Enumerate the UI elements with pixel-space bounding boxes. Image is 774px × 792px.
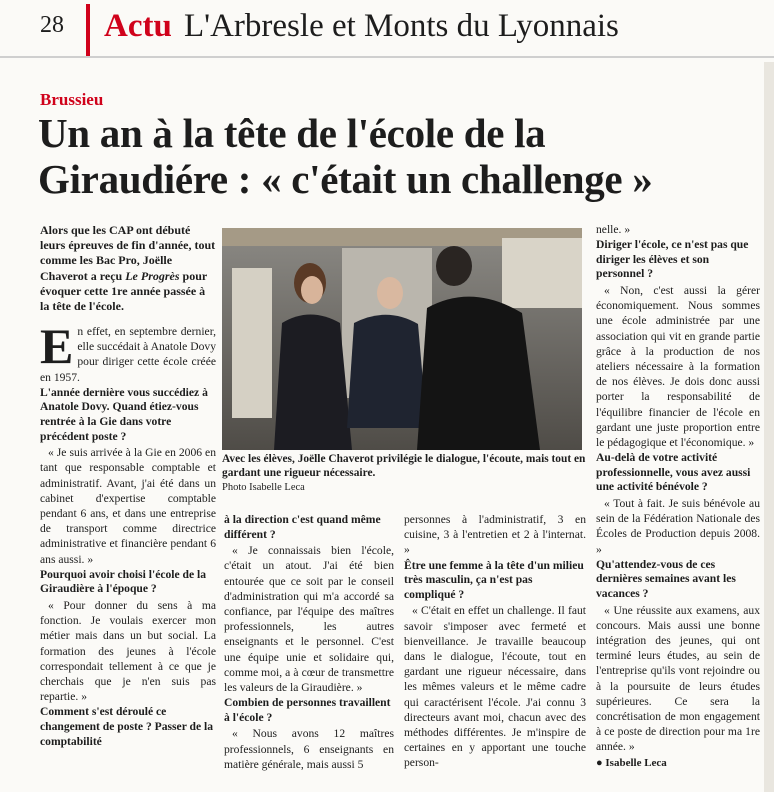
answer: « Une réussite aux examens, aux concours. Mais aussi une bonne intégration des jeunes, qui ont terminé leurs études, au sein de l'entreprise qu'ils vont rejoindre ou à la poursuite de leurs études supérieures. Ce sera la concrétisation de mon engagement à ce poste de direction pour ma 1re année. » bbox=[596, 603, 760, 754]
answer-continued: personnes à l'administratif, 3 en cuisine, 3 à l'entretien et 2 à l'internat. » bbox=[404, 513, 586, 557]
photo-caption: Avec les élèves, Joëlle Chaverot privilégie le dialogue, l'écoute, mais tout en gardant une rigueur nécessaire. bbox=[222, 453, 586, 479]
answer: « Je suis arrivée à la Gie en 2006 en tant que responsable comptable et administratif. Avant, j'ai été dans un cabinet d'expertise comptable pendant 6 ans, et dans une entreprise de transport comme directrice administrative et financière pendant 6 ans aussi. » bbox=[40, 446, 216, 566]
question: Être une femme à la tête d'un milieu très masculin, ça n'est pas compliqué ? bbox=[404, 558, 584, 601]
article-column-3 bbox=[404, 512, 586, 772]
question: Diriger l'école, ce n'est pas que diriger les élèves et son personnel ? bbox=[596, 238, 749, 281]
article-column-2 bbox=[224, 512, 394, 773]
question: Au-delà de votre activité professionnelle, vous avez aussi une activité bénévole ? bbox=[596, 451, 751, 494]
question: Combien de personnes travaillent à l'école ? bbox=[224, 696, 391, 724]
answer: « C'était en effet un challenge. Il faut savoir s'imposer avec fermeté et bienveillance. Je travaille beaucoup dans le dialogue, l'écoute, tout en gardant une rigueur nécessaire, dans les mêmes valeurs et le même cadre qui caractérisent l'école. J'ai connu 3 directeurs avant moi, chacun avec des méthodes différentes. Je m'inspire de certaines en y apportant une touche person- bbox=[404, 604, 586, 770]
next-page-edge bbox=[764, 62, 774, 792]
header-divider bbox=[86, 4, 90, 56]
answer: « Je connaissais bien l'école, c'était un atout. J'ai été bien entourée que ce soit par le conseil d'administration qui m'a accordé sa confiance, par l'équipe des maîtres professionnels, les autres enseignants et le personnel. C'est une équipe unie et solidaire qui, comme moi, a à cœur de transmettre les valeurs de la Giraudière. » bbox=[224, 544, 394, 695]
header-rule bbox=[0, 56, 774, 58]
rubric-label: Actu bbox=[104, 8, 172, 44]
article-column-1 bbox=[40, 318, 216, 750]
lead-text-1: Alors que les CAP ont débuté leurs épreuves de fin d'année, tout comme les Bac Pro, Joëlle Chaverot a reçu bbox=[40, 223, 216, 283]
lead-newspaper-name: Le Progrès bbox=[125, 268, 180, 283]
lead-text-2: pour évoquer cette 1re année passée à la tête de l'école. bbox=[40, 268, 208, 314]
article-column-4 bbox=[596, 222, 760, 772]
workshop-photo-illustration bbox=[222, 228, 582, 450]
intro-paragraph: n effet, en septembre dernier, elle succédait à Anatole Dovy pour diriger cette école créée en 1957. bbox=[40, 325, 216, 384]
question: Comment s'est déroulé ce changement de poste ? Passer de la comptabilité bbox=[40, 705, 214, 748]
question: L'année dernière vous succédiez à Anatole Dovy. Quand étiez-vous rentrée à la Gie dans votre précédent poste ? bbox=[40, 385, 208, 443]
section-title: L'Arbresle et Monts du Lyonnais bbox=[184, 8, 619, 44]
answer: « Pour donner du sens à ma fonction. Je voulais exercer mon métier mais dans un but social. La formation des jeunes à l'école correspondait tellement à ce que je cherchais que je n'en suis pas repartie. » bbox=[40, 599, 216, 704]
answer-continued: nelle. » bbox=[596, 223, 631, 236]
answer: « Nous avons 12 maîtres professionnels, 6 enseignants en matière générale, mais aussi 5 bbox=[224, 727, 394, 771]
lead-paragraph bbox=[40, 223, 216, 314]
drop-cap: E bbox=[40, 318, 74, 374]
answer: « Tout à fait. Je suis bénévole au sein de la Fédération Nationale des Écoles de Production depuis 2008. » bbox=[596, 497, 760, 556]
question: Qu'attendez-vous de ces dernières semaines avant les vacances ? bbox=[596, 557, 736, 600]
headline: Un an à la tête de l'école de la Giraudiére : « c'était un challenge » bbox=[38, 110, 653, 202]
question: Pourquoi avoir choisi l'école de la Giraudière à l'époque ? bbox=[40, 567, 207, 596]
photo-credit: Photo Isabelle Leca bbox=[222, 482, 305, 493]
answer: « Non, c'est aussi la gérer économiquement. Nous sommes une école administrée par une association qui vit en grande partie grâce à la production de nos ateliers nécessaire à la formation de nos élèves. Je dois donc aussi porter la responsabilité de l'équilibre financier de l'école en gardant une juste proportion entre le pédagogique et l'économique. » bbox=[596, 283, 760, 450]
question: à la direction c'est quand même différent ? bbox=[224, 513, 381, 541]
kicker-location: Brussieu bbox=[40, 90, 104, 109]
page-number: 28 bbox=[40, 12, 64, 38]
article-photo bbox=[222, 228, 582, 450]
author-signature: ● Isabelle Leca bbox=[596, 756, 667, 769]
